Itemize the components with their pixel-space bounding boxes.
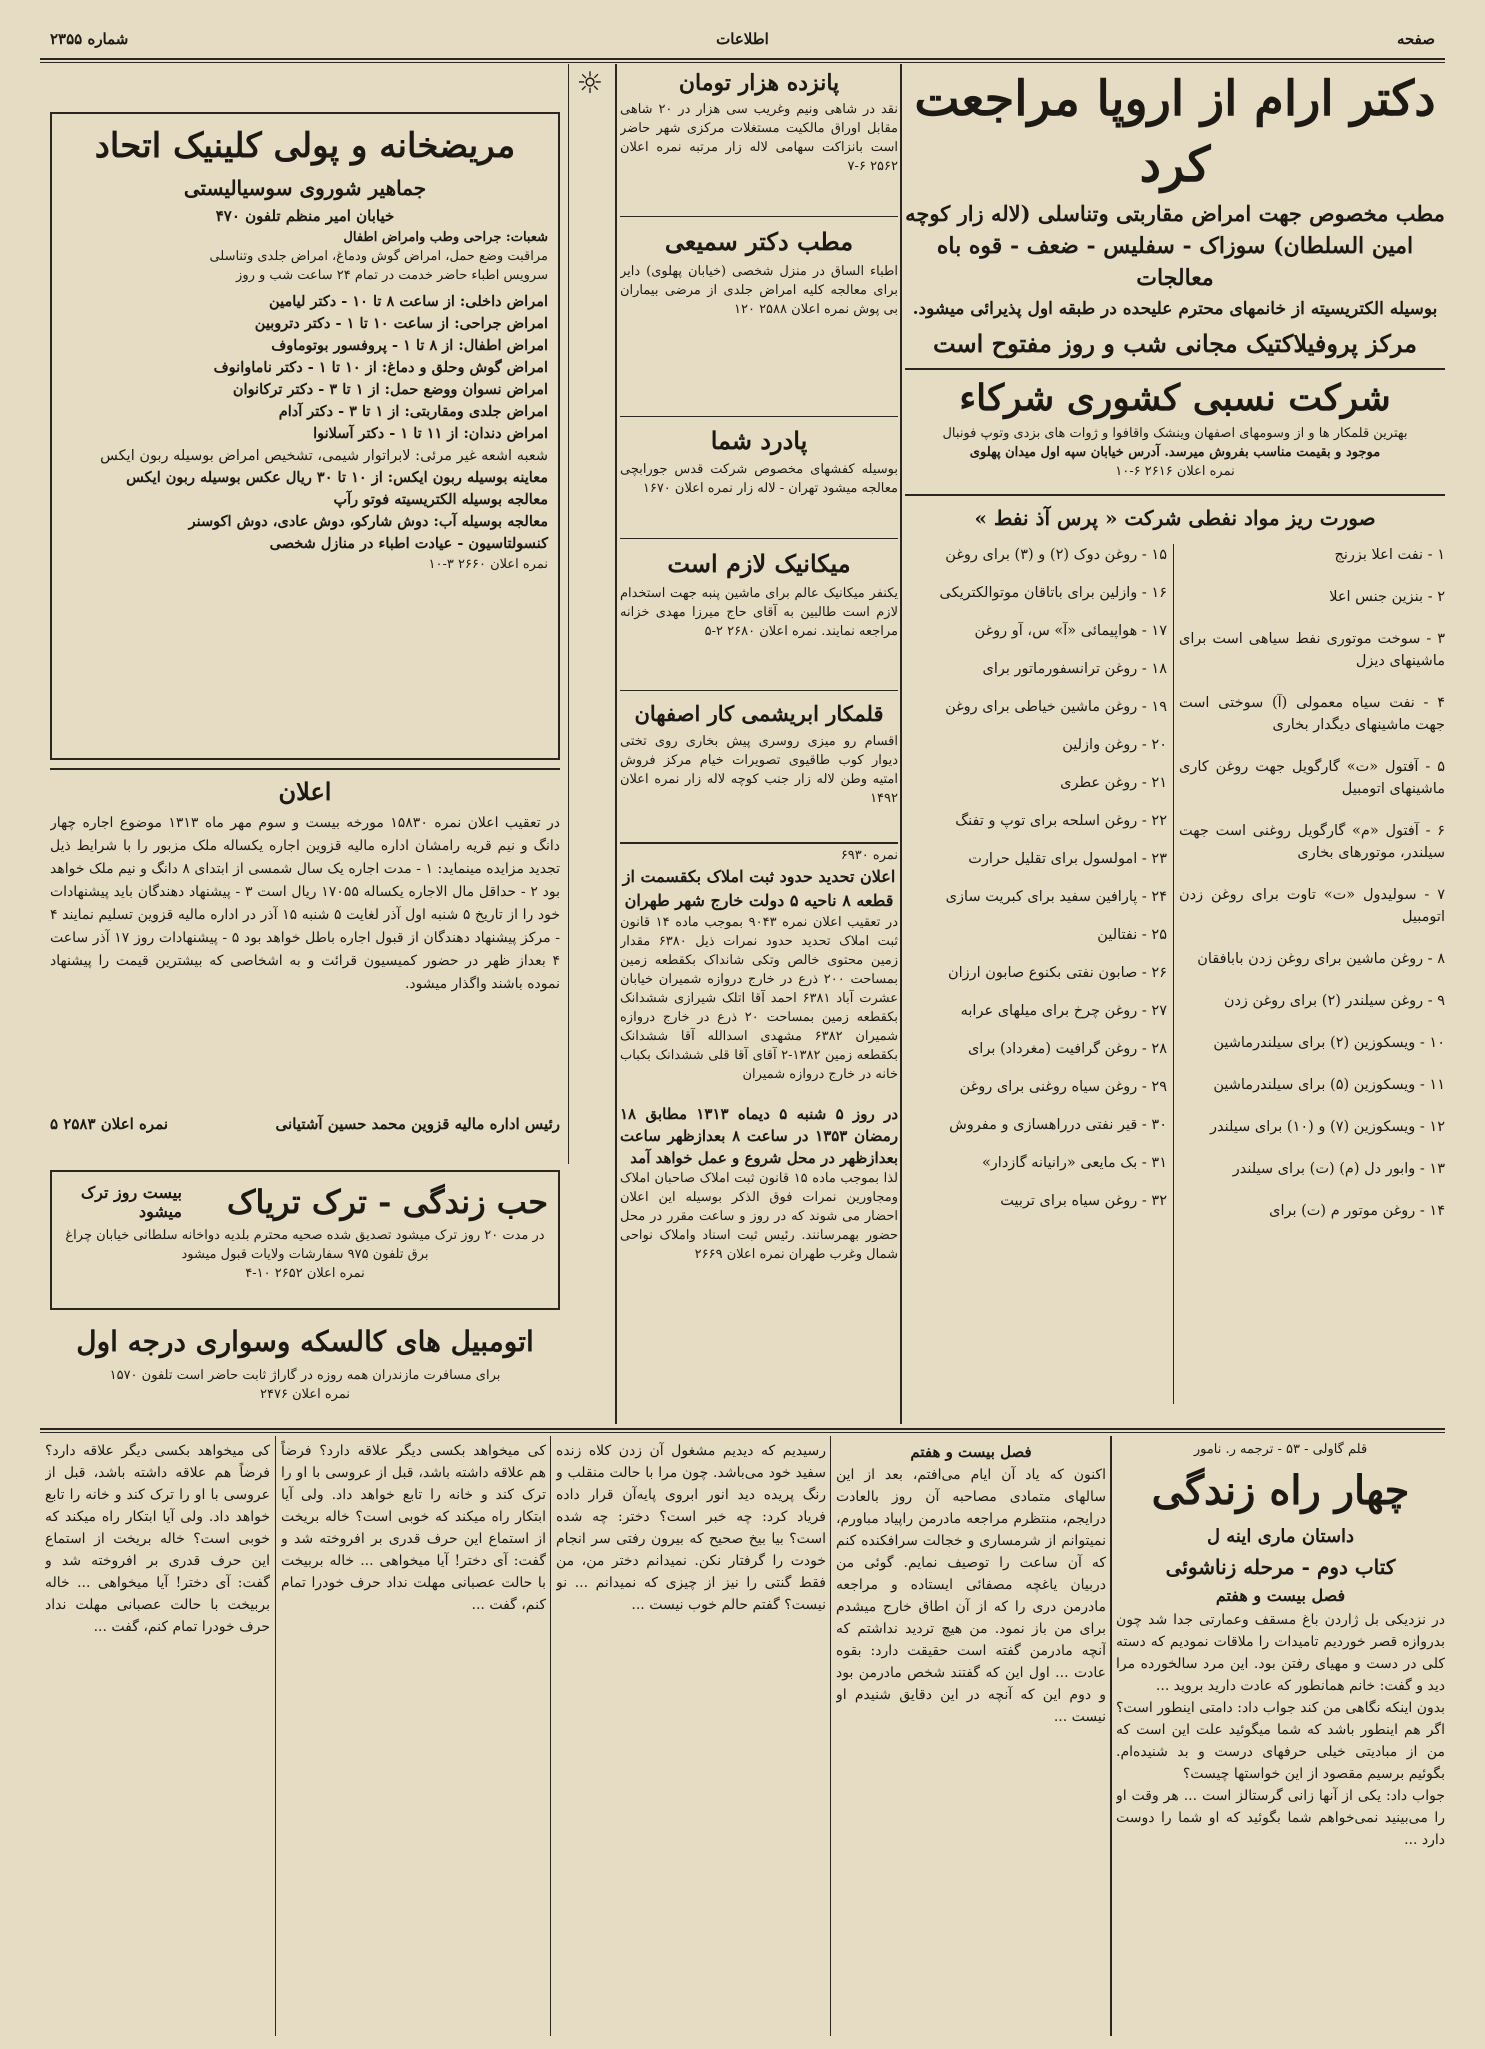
clinic-line: امراض نسوان ووضع حمل: از ۱ تا ۳ - دکتر ترکانوان: [232, 381, 548, 398]
oil-item: ۳۱ - بک مایعی «رانیانه گازدار»: [981, 1155, 1167, 1171]
land-registry-notice: [620, 846, 898, 1424]
clinic-address: خیابان امیر منظم تلفون ۴۷۰: [215, 207, 395, 225]
oil-item: ۱ - نفت اعلا بزرنج: [1334, 547, 1445, 563]
oil-item: ۱۴ - روغن موتور م (ت) برای: [1269, 1203, 1445, 1219]
clinic-line: امراض جراحی: از ساعت ۱۰ تا ۱ - دکتر دتروبین: [254, 315, 548, 332]
oil-item: ۸ - روغن ماشین برای روغن زدن بابافقان: [1197, 951, 1445, 967]
oil-item: ۲۶ - صابون نفتی بکنوع صابون ارزان: [947, 965, 1167, 981]
oil-products-list: [905, 500, 1445, 1420]
oil-item: ۱۳ - وابور دل (م) (ت) برای سیلندر: [1232, 1161, 1445, 1177]
oil-item: ۳۰ - قیر نفتی درراهسازی و مفروش: [949, 1117, 1167, 1133]
auto-number: نمره اعلان ۲۴۷۶: [260, 1387, 350, 1402]
clinic-line: معاینه بوسیله ربون ایکس: از ۱۰ تا ۳۰ ریال عکس بوسیله ربون ایکس: [126, 469, 548, 486]
serial-col3-text: رسیدیم که دیدیم مشغول آن زدن کلاه زنده سفید خود می‌باشد. چون مرا با حالت منقلب و رنگ پریده دید انور ابروی پایه‌آن قرار داده فریاد کرد: چه خبر است؟ دختر: چه شده است؟ بیا بیخ صحیح که بیرون رفتی سر انجام خودت را گرفتار نکن. نمیدانم دختر من، من فقط گنتی را نیز از چیزی که نمیدانم ... نو نیست؟ گفتم حالم خوب نیست ...: [556, 1443, 826, 1613]
sunburst-ornament-icon: ☼: [576, 66, 604, 101]
notice-date: در روز ۵ شنبه ۵ دیماه ۱۳۱۳ مطابق ۱۸ رمضان ۱۳۵۳ در ساعت ۸ بعدازظهر ساعت بعدازظهر در محل شروع و عمل خواهد آمد: [620, 1105, 898, 1167]
auto-text: برای مسافرت مازندران همه روزه در گاراژ ثابت حاضر است تلفون ۱۵۷۰: [109, 1368, 501, 1383]
oil-item: ۲۹ - روغن سیاه روغنی برای روغن: [959, 1079, 1167, 1095]
oil-item: ۱۶ - وازلین برای باتاقان موتوالکتریکی: [939, 585, 1167, 601]
oil-item: ۷ - سولیدول «ت» تاوت برای روغن زدن اتومبیل: [1179, 887, 1445, 925]
serial-column-1: [1116, 1440, 1445, 2040]
opium-pills-ad: [50, 1170, 560, 1310]
oil-item: ۱۲ - ویسکوزین (۷) و (۱۰) برای سیلندر: [1209, 1119, 1445, 1135]
clinic-line: مراقبت وضع حمل، امراض گوش ودماغ، امراض جلدی وتناسلی: [209, 249, 548, 264]
oil-list-right: [1179, 544, 1445, 1414]
oil-item: ۲۷ - روغن چرخ برای میلهای عرابه: [960, 1003, 1167, 1019]
oil-item: ۱۹ - روغن ماشین خیاطی برای روغن: [945, 699, 1167, 715]
oil-item: ۱۵ - روغن دوک (۲) و (۳) برای روغن: [945, 547, 1167, 563]
mechanic-text: یکنفر میکانیک عالم برای ماشین پنبه جهت استخدام لازم است طالبین به آقای حاج میرزا مهدی خزانه مراجعه نمایند. نمره اعلان ۲۶۸۰ ۲-۵: [620, 586, 898, 639]
ghalamkar-title: قلمکار ابریشمی کار اصفهان: [634, 701, 884, 726]
keshvari-line1: بهترین قلمکار ها و از وسومهای اصفهان وینشک واقافوا و ژوات های بزدی وتوپ فونبال: [942, 426, 1408, 441]
notice-number: نمره ۶۹۳۰: [840, 848, 898, 863]
oil-item: ۲۳ - امولسول برای تقلیل حرارت: [968, 851, 1167, 867]
opium-number: نمره اعلان ۲۶۵۲ ۱۰-۴: [245, 1266, 365, 1281]
fifteen-thousand-text: نقد در شاهی ونیم وغریب سی هزار در ۲۰ شاهی مقابل اوراق مالکیت مستغلات مرکزی شهر حاضر است بانزاکت سهامی لاله زار مرتبه نمره اعلان ۲۵۶۲ ۶-۷: [620, 102, 898, 174]
serial-column-2: [836, 1440, 1106, 2040]
oil-item: ۱۱ - ویسکوزین (۵) برای سیلندرماشین: [1213, 1077, 1445, 1093]
notice-title: اعلان تحدید حدود ثبت املاک بکقسمت از قطعه ۸ ناحیه ۵ دولت خارج شهر طهران: [622, 867, 896, 910]
dr-samiei-title: مطب دکتر سمیعی: [664, 227, 854, 256]
clinic-title: مریضخانه و پولی کلینیک اتحاد: [94, 126, 516, 166]
oil-item: ۲۲ - روغن اسلحه برای توپ و تفنگ: [955, 813, 1167, 829]
oil-item: ۶ - آفتول «م» گارگویل روغنی است جهت سیلندر، موتورهای بخاری: [1179, 823, 1445, 861]
ghalamkar-text: اقسام رو میزی روسری پیش بخاری روی تختی دیوار کوب طاقیوی تصویرات خیام مرکز فروش امتیه وطن لاله زار جنب کوچه لاله زار نمره اعلان ۱۴۹۲: [620, 734, 898, 806]
keshvari-company-ad: [905, 372, 1445, 492]
doctor-arame-line3: بوسیله الکتریسیته از خانمهای محترم علیحده در طبقه اول پذیرائی میشود.: [912, 299, 1438, 319]
serial-column-4: [281, 1440, 546, 2040]
oil-item: ۵ - آفتول «ت» گارگویل جهت روغن کاری ماشینهای اتومبیل: [1179, 759, 1445, 797]
serial-col4-text: کی میخواهد بکسی دیگر علاقه دارد؟ فرضاً هم علاقه داشته باشد، قبل از عروسی با او را ترک کند و خانه را تابع خواهد داد. ولی آیا ابتکار راه میکند که خوبی است؟ خاله بریخت از استماع این حرف قدری بر افروخته شد و گفت: آی دختر! آیا میخواهی ... خاله بربیخت با حالت عصبانی مهلت نداد حرف خودرا تمام کنم، گفت ...: [281, 1443, 546, 1613]
opium-side: بیست روز ترک میشود: [80, 1183, 182, 1221]
keshvari-company-title: شرکت نسبی کشوری شرکاء: [959, 377, 1391, 419]
oil-item: ۲۴ - پارافین سفید برای کبریت سازی: [945, 889, 1167, 905]
clinic-line: معالجه بوسیله الکتریسیته فوتو رآپ: [333, 491, 548, 508]
clinic-line: شعبه اشعه غیر مرئی: لابراتوار شیمی، تشخیص امراض بوسیله ربون ایکس: [100, 448, 548, 464]
doctor-arame-title: دکتر ارام از اروپا مراجعت کرد: [914, 71, 1436, 193]
clinic-line: امراض دندان: از ۱۱ تا ۱ - دکتر آسلانوا: [313, 425, 548, 442]
serial-col2-text: اکنون که یاد آن ایام می‌افتم، بعد از این سالهای متمادی مصاحبه آن روز بالعادت درایجم، منتظرم مراجعه مادرمن راپیاد مباورم، نمیتوانم از شرمساری و خجالت سرافکنده کنم که آن ساعت را توصیف نمایم. گوئی من دربیان یاغچه مصفائی ایستاده و مراجعه مادرمن دری را که از آن اطاق خارج میشدم برای من باز نمود. من هیچ تردید نداشتم که آنچه مادرمن گفته است حقیقت دارد: بقوه عادت ... اول این که گفتند شخص مادرمن بود و دوم این که آنچه در این دقایق شنیدم او نیست ...: [836, 1467, 1106, 1725]
foot-pain-title: پادرد شما: [710, 426, 808, 455]
oil-item: ۳۲ - روغن سیاه برای تربیت: [1000, 1193, 1167, 1209]
keshvari-line2: موجود و بقیمت مناسب بفروش میرسد. آدرس خیابان سپه اول میدان پهلوی: [969, 445, 1381, 460]
serial-book: کتاب دوم - مرحله زناشوئی: [1165, 1555, 1396, 1579]
notice-tail: لذا بموجب ماده ۱۵ قانون ثبت املاک صاحبان املاک ومجاورین نمرات فوق الذکر بوسیله این اعلان احضار می شوند که در روز و ساعت مقرر در محل حضور بهمرسانند. رئیس ثبت اسناد واملاک نواحی شمال وغرب طهران نمره اعلان ۲۶۶۹: [620, 1171, 898, 1262]
serial-p1: در نزدیکی بل ژاردن باغ مسقف وعمارتی جدا شد چون بدروازه قصر خوردیم تامیدات را ملاقات نمودیم که دسته کلی در دست و مهیای رفتن بود. این مرد سالخورده مرا دید و گفت: خانم همانطور که عادت دارید بروید ...: [1116, 1612, 1445, 1694]
serial-p3: جواب داد: یکی از آنها زانی گرستالز است ... هر وقت او را می‌بینید نمی‌خواهم شما بگوئید که او شما را دوست دارد ...: [1116, 1788, 1445, 1848]
oil-item: ۱۸ - روغن ترانسفورماتور برای: [982, 661, 1167, 677]
automobile-ad: [50, 1318, 560, 1420]
middle-column: [620, 66, 898, 1424]
oil-item: ۹ - روغن سیلندر (۲) برای روغن زدن: [1223, 993, 1445, 1009]
doctor-arame-ad: [905, 66, 1445, 366]
mechanic-title: میکانیک لازم است: [667, 549, 851, 578]
auto-title: اتومبیل های کالسکه وسواری درجه اول: [76, 1325, 534, 1358]
doctor-arame-line5: [905, 364, 1445, 366]
issue-number: شماره ۲۳۵۵: [50, 30, 129, 48]
newspaper-name: اطلاعات: [716, 30, 769, 48]
elan-signature: رئیس اداره مالیه قزوین محمد حسین آشتیانی: [275, 1115, 560, 1133]
page-label: صفحه: [1396, 30, 1435, 48]
page-header: [40, 28, 1445, 54]
foot-pain-text: بوسیله کفشهای مخصوص شرکت قدس جورابچی معالجه میشود تهران - لاله زار نمره اعلان ۱۶۷۰: [620, 462, 898, 496]
opium-title: حب زندگی - ترک تریاک: [226, 1183, 548, 1221]
oil-item: ۴ - نفت سیاه معمولی (آ) سوختی است جهت ماشینهای دیگدار بخاری: [1179, 695, 1445, 733]
serial-p2: بدون اینکه نگاهی من کند جواب داد: دامتی اینطور است؟ اگر هم اینطور باشد که شما میگوئید علت این است که من از مبادیتی خیلی حرفهای درست و بد شنیده‌ام. بگوئیم برسیم مقصود از این خواستها چیست؟: [1116, 1700, 1445, 1782]
serial-col5-text: کی میخواهد بکسی دیگر علاقه دارد؟ فرضاً هم علاقه داشته باشد، قبل از عروسی با او را ترک کند و خانه را تابع خواهد داد. ولی آیا ابتکار راه میکند که خوبی است؟ خاله بریخت از استماع این حرف قدری بر افروخته شد و گفت: آی دختر! آیا میخواهی ... خاله بربیخت با حالت عصبانی مهلت نداد حرف خودرا تمام کنم، گفت ...: [45, 1443, 270, 1635]
clinic-line: کنسولتاسیون - عیادت اطباء در منازل شخصی: [269, 535, 548, 552]
serial-column-5: [45, 1440, 270, 2040]
serial-title: چهار راه زندگی: [1151, 1467, 1410, 1514]
clinic-line: معالجه بوسیله آب: دوش شارکو، دوش عادی، دوش اکوسنر: [188, 513, 548, 530]
notice-text: در تعقیب اعلان نمره ۹۰۴۳ بموجب ماده ۱۴ قانون ثبت املاک تحدید حدود نمرات ذیل ۶۳۸۰ مقدار زمین محتوی خالص وتکی شانداک بکقطعه زمین بمساحت ۲۰۰ ذرع در خارج دروازه شمیران خیابان عشرت آباد ۶۳۸۱ احمد آقا اتلک شیرازی ششدانک بکقطعه زمین بمساحت ۲۰ ذرع در خارج دروازه شمیران ۶۳۸۲ مشهدی اسدالله آقا ششدانک بکقطعه زمین ۱۳۸۲-۲ آقای آقا قلی ششدانک بکباب خانه در خارج دروازه شمیران: [620, 915, 898, 1082]
serial-meta: قلم گاولی - ۵۳ - ترجمه ر. نامور: [1193, 1442, 1368, 1457]
serial-column-3: [556, 1440, 826, 2040]
oil-products-title: صورت ریز مواد نفطی شرکت « پرس آذ نفط »: [974, 506, 1376, 530]
qazvin-finance-notice: [50, 772, 560, 1164]
oil-list-left: [905, 544, 1167, 1414]
doctor-arame-line4: مرکز پروفیلاکتیک مجانی شب و روز مفتوح است: [932, 329, 1418, 358]
clinic-line: سرویس اطباء حاضر خدمت در تمام ۲۴ ساعت شب و روز: [236, 268, 548, 283]
dr-samiei-text: اطباء الساق در منزل شخصی (خیابان پهلوی) دایر برای معالجه کلیه امراض جلدی از مرضی بیماران بی پوش نمره اعلان ۲۵۸۸ ۱۲۰: [620, 264, 898, 317]
oil-item: ۲۸ - روغن گرافیت (مغرداد) برای: [967, 1041, 1167, 1057]
oil-item: ۱۷ - هواپیمائی «آ» س، آو روغن: [974, 623, 1167, 639]
oil-item: ۲۰ - روغن وازلین: [1062, 737, 1167, 753]
fifteen-thousand-title: پانزده هزار تومان: [678, 70, 840, 96]
elan-number: نمره اعلان ۲۵۸۳ ۵: [50, 1115, 169, 1133]
opium-text: در مدت ۲۰ روز ترک میشود تصدیق شده صحیه محترم بلدیه دواخانه سلطانی خیابان چراغ برق تلفون ۹۷۵ سفارشات ولایات قبول میشود: [65, 1228, 545, 1262]
clinic-line: امراض گوش وحلق و دماغ: از ۱۰ تا ۱ - دکتر ناماوانوف: [213, 359, 548, 376]
serial-subtitle: داستان ماری اینه ل: [1206, 1526, 1355, 1547]
elan-text: در تعقیب اعلان نمره ۱۵۸۳۰ مورخه بیست و سوم مهر ماه ۱۳۱۳ موضوع اجاره چهار دانگ و نیم قریه رامشان اداره مالیه قزوین اجاره یکساله ملک مزبور را با شرایط ذیل تجدید مزایده مینماید: ۱ - مدت اجاره یک سال شمسی از ابتدای ۸ دانگ و نیم ملک خواهد بود ۲ - حداقل مال الاجاره یکساله ۱۷۰۵۵ ریال است ۳ - پیشنهاد دهندگان باید پیشنهادات خود را از تاریخ ۵ شنبه اول آذر لغایت ۵ شنبه ۱۵ آذر در اداره مالیه قزوین تسلیم نمایند ۴ - مرکز پیشنهاد دهندگان از قبول اجاره باطل خواهد بود ۵ - پیشنهادات روز ۱۷ آذر ساعت ۴ بعداز ظهر در حضور کمیسیون قرائت و به اشخاصی که بیشترین قیمت را پیشنهاد نموده باشند واگذار میشود.: [50, 815, 560, 992]
elan-title: اعلان: [278, 777, 332, 806]
clinic-subtitle: جماهیر شوروی سوسیالیستی: [183, 176, 427, 200]
doctor-arame-line1: مطب مخصوص جهت امراض مقاربتی وتناسلی (لاله زار کوچه: [905, 201, 1445, 226]
serial-col2-chapter: فصل بیست و هفتم: [910, 1443, 1032, 1461]
oil-item: ۲۱ - روغن عطری: [1060, 775, 1167, 791]
clinic-line: امراض جلدی ومقاربتی: از ۱ تا ۳ - دکتر آدام: [278, 403, 548, 420]
oil-item: ۱۰ - ویسکوزین (۲) برای سیلندرماشین: [1213, 1035, 1445, 1051]
oil-item: ۲۵ - نفتالین: [1097, 927, 1167, 943]
oil-item: ۳ - سوخت موتوری نفط سیاهی است برای ماشینهای دیزل: [1179, 631, 1445, 669]
clinic-line: امراض داخلی: از ساعت ۸ تا ۱۰ - دکتر لیامین: [269, 293, 548, 310]
serial-chapter: فصل بیست و هفتم: [1215, 1586, 1346, 1605]
clinic-line: امراض اطفال: از ۸ تا ۱ - پروفسور بوتوماوف: [271, 337, 548, 354]
clinic-line: نمره اعلان ۲۶۶۰ ۳-۱۰: [428, 557, 548, 572]
oil-item: ۲ - بنزین جنس اعلا: [1329, 589, 1445, 605]
clinic-line: شعبات: جراحی وطب وامراض اطفال: [343, 230, 548, 245]
keshvari-line3: نمره اعلان ۲۶۱۶ ۶-۱۰: [1115, 464, 1235, 479]
ettehad-clinic-ad: [50, 112, 560, 760]
doctor-arame-line2: امین السلطان) سوزاک - سفلیس - ضعف - قوه باه معالجات: [936, 233, 1414, 291]
